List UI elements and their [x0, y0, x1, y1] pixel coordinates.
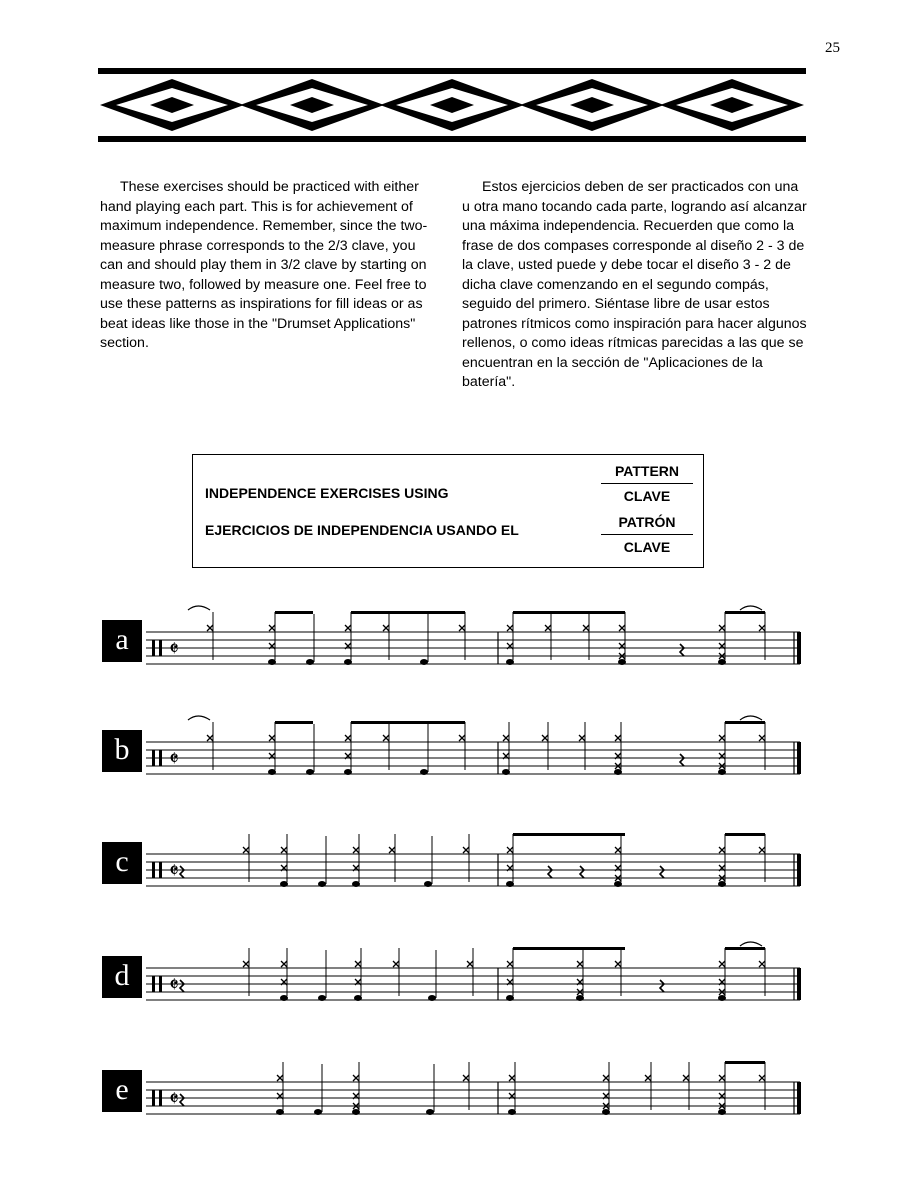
- drum-note: [683, 1062, 689, 1110]
- drum-note: [243, 834, 249, 882]
- clave-label-es: CLAVE: [623, 539, 671, 555]
- drum-note: [383, 722, 389, 770]
- drum-note: [188, 716, 213, 770]
- percussion-clef: [152, 862, 155, 878]
- instructions-english: [100, 178, 438, 354]
- drum-note: [243, 948, 249, 996]
- staff-lines: [146, 742, 800, 774]
- drum-note: [740, 716, 765, 770]
- exercise-title-box: [192, 454, 704, 568]
- exercise-row: [0, 700, 900, 830]
- instructions-spanish: [462, 178, 807, 393]
- staff-lines: [146, 632, 800, 664]
- drum-note: [463, 834, 469, 882]
- percussion-clef: [152, 640, 155, 656]
- drum-note: [276, 1062, 284, 1115]
- drum-note: [579, 722, 585, 770]
- rest: [180, 980, 184, 992]
- drum-note: [344, 612, 352, 665]
- drum-note: [759, 1062, 765, 1110]
- bass-note: [318, 995, 326, 1001]
- drum-note: [180, 980, 184, 992]
- bass-note: [314, 1109, 322, 1115]
- drum-note: [740, 942, 765, 996]
- beam: [275, 611, 313, 614]
- drum-note: [645, 1062, 651, 1110]
- rest: [660, 866, 664, 878]
- beam: [275, 721, 313, 724]
- drum-note: [393, 948, 399, 996]
- exercise-row: [0, 926, 900, 1056]
- drum-note: [352, 1062, 360, 1115]
- tie: [188, 716, 210, 720]
- bass-note: [428, 995, 436, 1001]
- bass-note: [306, 659, 314, 665]
- drum-note: [502, 722, 510, 775]
- rest: [548, 866, 552, 878]
- patron-label: PATRÓN: [601, 512, 693, 535]
- final-bar-line: [797, 1082, 801, 1114]
- bass-note: [424, 881, 432, 887]
- drum-note: [680, 644, 684, 656]
- drum-note: [463, 1062, 469, 1110]
- drum-note: [459, 722, 465, 770]
- paragraph-spanish: Estos ejercicios deben de ser practicados con una u otra mano tocando cada parte, logrando así alcanzar una máxima independencia. Recuerden que como la frase de dos compases corresponde al diseño 2 - 3 de la clave, usted puede y debe tocar el diseño 3 - 2 de dicha clave comenzando en el segundo compás, seguido del primero. Siéntase libre de usar estos patrones rítmicos como inspiración para hacer algunos rellenos, o como ideas rítmicas parecidas a las que se encuentran en la sección de "Aplicaciones de la batería".: [462, 179, 807, 390]
- drum-note: [506, 612, 514, 665]
- drum-notation-staff: [0, 1040, 900, 1170]
- cut-time-symbol: 𝄵: [169, 747, 179, 772]
- beam: [513, 833, 625, 836]
- drum-note: [660, 980, 664, 992]
- exercise-row: [0, 1040, 900, 1170]
- bass-note: [318, 881, 326, 887]
- drum-note: [718, 722, 726, 775]
- staff-lines: [146, 1082, 800, 1114]
- tie: [740, 606, 762, 610]
- drum-note: [740, 606, 765, 660]
- final-bar-line: [797, 742, 801, 774]
- drum-note: [583, 612, 589, 660]
- exercise-label: c: [102, 842, 142, 884]
- drum-notation-staff: [0, 700, 900, 830]
- drum-notation-staff: [0, 812, 900, 942]
- drum-note: [506, 948, 514, 1001]
- drum-note: [542, 722, 548, 770]
- beam: [725, 611, 765, 614]
- page-number: 25: [825, 40, 840, 56]
- cut-time-symbol: 𝄵: [169, 973, 179, 998]
- cut-time-symbol: 𝄵: [169, 637, 179, 662]
- drum-note: [467, 948, 473, 996]
- tie: [740, 942, 762, 946]
- drum-note: [506, 834, 514, 887]
- bass-note: [420, 769, 428, 775]
- exercise-label: a: [102, 620, 142, 662]
- pattern-label: PATTERN: [601, 461, 693, 484]
- drum-note: [759, 834, 765, 882]
- drum-note: [614, 722, 622, 775]
- drum-note: [180, 1094, 184, 1106]
- drum-note: [576, 948, 584, 1001]
- beam: [513, 947, 625, 950]
- drum-note: [459, 612, 465, 660]
- beam: [351, 611, 465, 614]
- beam: [725, 947, 765, 950]
- drum-note: [352, 834, 360, 887]
- drum-note: [268, 722, 276, 775]
- tie: [740, 716, 762, 720]
- exercise-label: e: [102, 1070, 142, 1112]
- rest: [680, 754, 684, 766]
- drum-note: [548, 866, 552, 878]
- drum-note: [268, 612, 276, 665]
- drum-note: [580, 866, 584, 878]
- drum-note: [618, 612, 626, 665]
- final-bar-line: [797, 632, 801, 664]
- rest: [180, 1094, 184, 1106]
- drum-note: [545, 612, 551, 660]
- rest: [580, 866, 584, 878]
- drum-note: [660, 866, 664, 878]
- clave-label: CLAVE: [623, 488, 671, 504]
- rest: [180, 866, 184, 878]
- staff-lines: [146, 854, 800, 886]
- pattern-clave-fraction: [601, 461, 693, 506]
- drum-note: [389, 834, 395, 882]
- percussion-clef: [152, 750, 155, 766]
- rest: [660, 980, 664, 992]
- drum-note: [602, 1062, 610, 1115]
- rest: [680, 644, 684, 656]
- cut-time-symbol: 𝄵: [169, 859, 179, 884]
- bass-note: [420, 659, 428, 665]
- percussion-clef: [152, 1090, 155, 1106]
- drum-note: [180, 866, 184, 878]
- drum-notation-staff: [0, 926, 900, 1056]
- final-bar-line: [797, 968, 801, 1000]
- drum-note: [718, 948, 726, 1001]
- title-spanish: EJERCICIOS DE INDEPENDENCIA USANDO EL: [205, 522, 519, 538]
- beam: [725, 721, 765, 724]
- beam: [351, 721, 465, 724]
- drum-note: [614, 834, 622, 887]
- exercise-row: [0, 812, 900, 942]
- percussion-clef: [152, 976, 155, 992]
- drum-note: [280, 948, 288, 1001]
- drum-note: [188, 606, 213, 660]
- cut-time-symbol: 𝄵: [169, 1087, 179, 1112]
- decorative-diamond-banner: [98, 68, 806, 142]
- title-english: INDEPENDENCE EXERCISES USING: [205, 485, 449, 501]
- beam: [725, 833, 765, 836]
- final-bar-line: [797, 854, 801, 886]
- drum-note: [718, 834, 726, 887]
- drum-note: [718, 612, 726, 665]
- drum-note: [344, 722, 352, 775]
- drum-note: [354, 948, 362, 1001]
- beam: [725, 1061, 765, 1064]
- tie: [188, 606, 210, 610]
- beam: [513, 611, 625, 614]
- drum-note: [615, 948, 621, 996]
- drum-note: [508, 1062, 516, 1115]
- drum-note: [280, 834, 288, 887]
- bass-note: [306, 769, 314, 775]
- patron-clave-fraction: [601, 512, 693, 557]
- drum-note: [718, 1062, 726, 1115]
- drum-note: [680, 754, 684, 766]
- exercise-label: b: [102, 730, 142, 772]
- bass-note: [426, 1109, 434, 1115]
- drum-note: [383, 612, 389, 660]
- paragraph-english: These exercises should be practiced with either hand playing each part. This is for achievement of maximum independence. Remember, since the two-measure phrase corresponds to the 2/3 clave, you can and should play them in 3/2 clave by starting on measure two, followed by measure one. Feel free to use these patterns as inspirations for fill ideas or as beat ideas like those in the "Drumset Applications" section.: [100, 179, 428, 351]
- exercise-label: d: [102, 956, 142, 998]
